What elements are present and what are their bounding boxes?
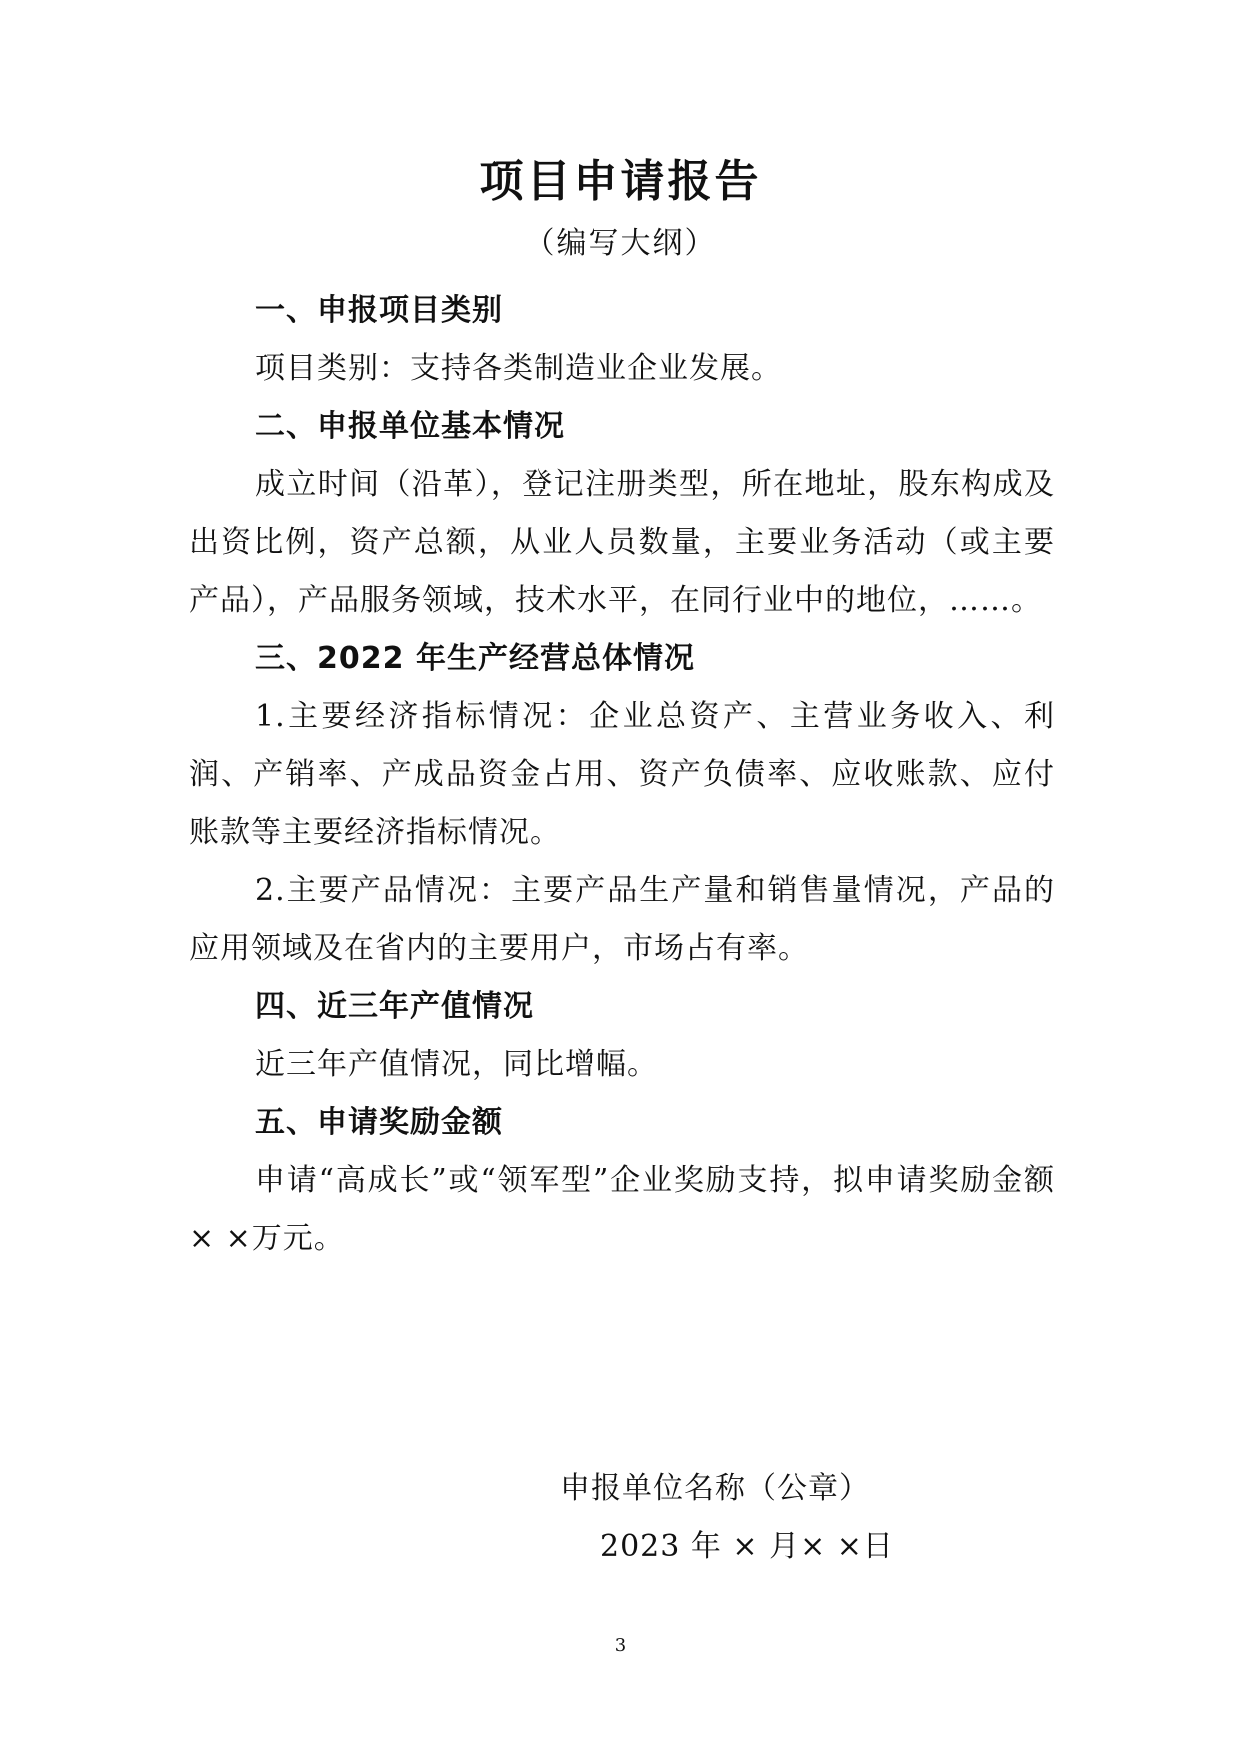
section-3-paragraph-1: 1.主要经济指标情况：企业总资产、主营业务收入、利润、产销率、产成品资金占用、资产负债率、应收账款、应付账款等主要经济指标情况。 — [189, 699, 1055, 850]
section-heading-2: 二、申报单位基本情况 — [255, 409, 565, 444]
section-heading-4: 四、近三年产值情况 — [255, 989, 534, 1024]
page-number: 3 — [614, 1635, 627, 1656]
section-3-paragraph-2: 2.主要产品情况：主要产品生产量和销售量情况，产品的应用领域及在省内的主要用户，市场占有率。 — [189, 873, 1055, 966]
document-subtitle: （编写大纲） — [524, 226, 717, 261]
section-heading-5: 五、申请奖励金额 — [255, 1105, 503, 1140]
signature-unit: 申报单位名称（公章） — [560, 1471, 870, 1506]
signature-date: 2023 年 × 月× ×日 — [600, 1529, 894, 1564]
section-2-paragraph: 成立时间（沿革），登记注册类型，所在地址，股东构成及出资比例，资产总额，从业人员数量，主要业务活动（或主要产品），产品服务领域，技术水平，在同行业中的地位，……。 — [189, 467, 1055, 618]
section-4-paragraph: 近三年产值情况，同比增幅。 — [255, 1047, 658, 1082]
section-heading-1: 一、申报项目类别 — [255, 293, 503, 328]
section-1-paragraph: 项目类别：支持各类制造业企业发展。 — [255, 351, 782, 386]
section-5-paragraph: 申请“高成长”或“领军型”企业奖励支持，拟申请奖励金额× ×万元。 — [189, 1163, 1055, 1256]
document-title: 项目申请报告 — [479, 156, 762, 207]
document-body — [189, 282, 1055, 1268]
section-heading-3: 三、2022 年生产经营总体情况 — [255, 641, 695, 676]
